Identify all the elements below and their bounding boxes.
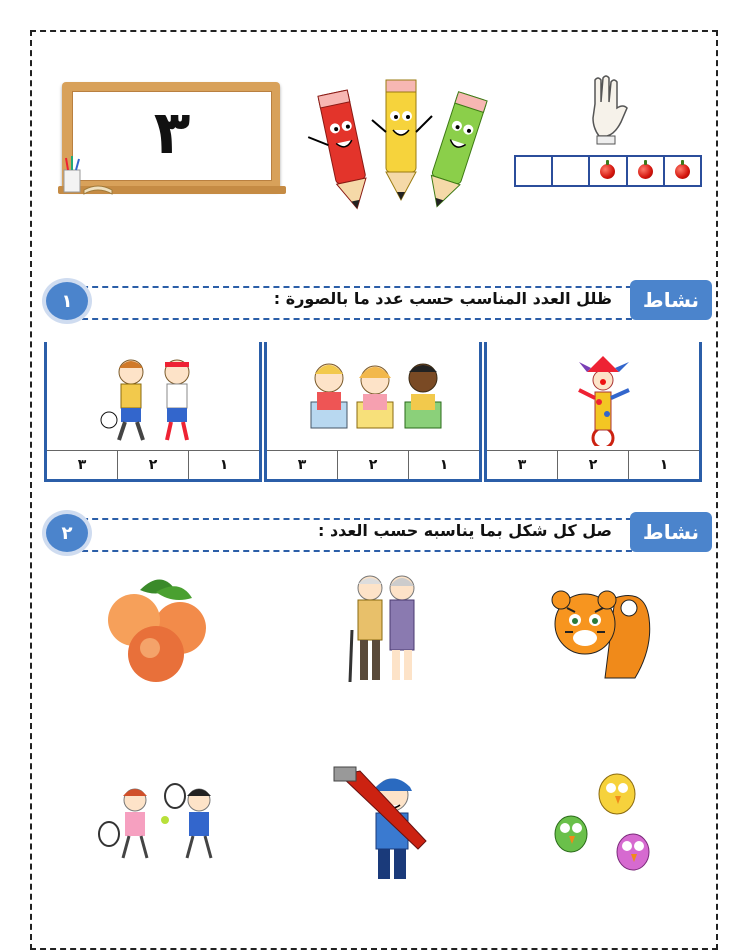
apple-icon <box>638 164 653 179</box>
boys-playing-football-icon <box>47 350 265 446</box>
plumber-with-wrench-icon[interactable] <box>330 765 445 885</box>
tiger-icon[interactable] <box>545 578 660 688</box>
activity-1-banner <box>42 278 712 324</box>
answer-option[interactable]: ٢ <box>117 451 188 479</box>
hand-three-fingers-icon <box>585 74 635 146</box>
three-birds-icon[interactable] <box>545 768 660 880</box>
apple-icon <box>675 164 690 179</box>
activity-2-instruction: صل كل شكل بما يناسبه حسب العدد : <box>317 521 612 540</box>
kids-playing-tennis-icon[interactable] <box>95 780 235 865</box>
answer-option[interactable]: ١ <box>408 451 479 479</box>
pencil-cup-and-book-icon <box>60 156 120 196</box>
answer-option[interactable]: ١ <box>188 451 259 479</box>
panel-clown <box>484 342 702 482</box>
apple-counter-strip <box>514 155 702 187</box>
answer-option[interactable]: ٣ <box>77 457 87 473</box>
pencil-characters-icon <box>298 72 508 212</box>
clown-on-unicycle-icon <box>487 350 705 446</box>
counter-cell <box>588 157 625 185</box>
activity-1-instruction: ظلل العدد المناسب حسب عدد ما بالصورة : <box>273 289 612 308</box>
children-reading-icon <box>267 350 485 446</box>
board-number: ٣ <box>153 98 191 168</box>
activity-1-tag: نشاط <box>630 280 712 320</box>
answer-option[interactable]: ٣ <box>297 457 307 473</box>
activity-1-panels <box>44 342 702 484</box>
answer-row <box>267 450 479 482</box>
answer-option[interactable]: ٢ <box>337 451 408 479</box>
number-chalkboard <box>58 78 286 198</box>
counter-cell <box>626 157 663 185</box>
panel-readers <box>264 342 482 482</box>
answer-option[interactable]: ٢ <box>557 451 628 479</box>
counter-cell-empty <box>551 157 588 185</box>
activity-2-number: ٢ <box>42 510 92 556</box>
apple-icon <box>600 164 615 179</box>
answer-option[interactable]: ٣ <box>517 457 527 473</box>
activity-2-banner <box>42 510 712 556</box>
answer-row <box>487 450 699 482</box>
peaches-icon[interactable] <box>100 570 215 690</box>
activity-1-number: ١ <box>42 278 92 324</box>
activity-2-tag: نشاط <box>630 512 712 552</box>
grandparents-icon[interactable] <box>340 570 430 688</box>
counter-cell-empty <box>516 157 551 185</box>
answer-row <box>47 450 259 482</box>
panel-football <box>44 342 262 482</box>
answer-option[interactable]: ١ <box>628 451 699 479</box>
counter-cell <box>663 157 700 185</box>
